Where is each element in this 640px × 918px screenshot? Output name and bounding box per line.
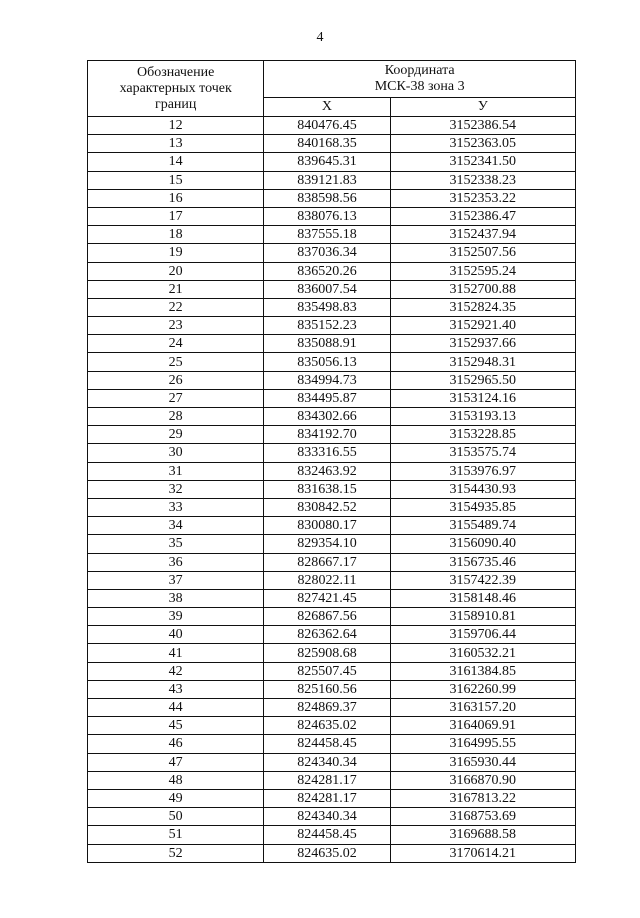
point-cell: 37: [88, 571, 264, 589]
x-coordinate-cell: 824281.17: [264, 789, 390, 807]
table-row: [88, 153, 576, 171]
y-coordinate-cell: 3164069.91: [390, 717, 575, 735]
table-row: [88, 426, 576, 444]
table-row: [88, 626, 576, 644]
y-coordinate-cell: 3152353.22: [390, 189, 575, 207]
point-cell: 27: [88, 389, 264, 407]
y-coordinate-cell: 3169688.58: [390, 826, 575, 844]
y-coordinate-cell: 3161384.85: [390, 662, 575, 680]
header-y: У: [390, 98, 575, 117]
point-cell: 15: [88, 171, 264, 189]
x-coordinate-cell: 838598.56: [264, 189, 390, 207]
x-coordinate-cell: 834994.73: [264, 371, 390, 389]
point-cell: 46: [88, 735, 264, 753]
x-coordinate-cell: 825908.68: [264, 644, 390, 662]
table-body: [88, 117, 576, 863]
x-coordinate-cell: 824340.34: [264, 753, 390, 771]
coordinates-table: [87, 60, 576, 863]
point-cell: 24: [88, 335, 264, 353]
point-cell: 43: [88, 680, 264, 698]
x-coordinate-cell: 830080.17: [264, 517, 390, 535]
y-coordinate-cell: 3154935.85: [390, 498, 575, 516]
point-cell: 14: [88, 153, 264, 171]
table-row: [88, 680, 576, 698]
point-cell: 51: [88, 826, 264, 844]
x-coordinate-cell: 837555.18: [264, 226, 390, 244]
table-row: [88, 571, 576, 589]
x-coordinate-cell: 835056.13: [264, 353, 390, 371]
x-coordinate-cell: 825160.56: [264, 680, 390, 698]
header-point-line-3: границ: [154, 96, 197, 112]
y-coordinate-cell: 3170614.21: [390, 844, 575, 862]
point-cell: 49: [88, 789, 264, 807]
y-coordinate-cell: 3160532.21: [390, 644, 575, 662]
x-coordinate-cell: 835152.23: [264, 317, 390, 335]
point-cell: 25: [88, 353, 264, 371]
table-row: [88, 262, 576, 280]
y-coordinate-cell: 3152948.31: [390, 353, 575, 371]
y-coordinate-cell: 3164995.55: [390, 735, 575, 753]
point-cell: 22: [88, 298, 264, 316]
table-row: [88, 317, 576, 335]
table-row: [88, 135, 576, 153]
x-coordinate-cell: 824458.45: [264, 826, 390, 844]
point-cell: 47: [88, 753, 264, 771]
table-row: [88, 498, 576, 516]
table-row: [88, 480, 576, 498]
table-row: [88, 189, 576, 207]
header-point-line-1: Обозначение: [136, 64, 215, 80]
table-row: [88, 662, 576, 680]
x-coordinate-cell: 840476.45: [264, 117, 390, 135]
y-coordinate-cell: 3153575.74: [390, 444, 575, 462]
table-row: [88, 280, 576, 298]
point-cell: 19: [88, 244, 264, 262]
x-coordinate-cell: 828667.17: [264, 553, 390, 571]
point-cell: 44: [88, 699, 264, 717]
x-coordinate-cell: 834302.66: [264, 408, 390, 426]
y-coordinate-cell: 3152921.40: [390, 317, 575, 335]
y-coordinate-cell: 3152507.56: [390, 244, 575, 262]
x-coordinate-cell: 826362.64: [264, 626, 390, 644]
y-coordinate-cell: 3152965.50: [390, 371, 575, 389]
x-coordinate-cell: 824869.37: [264, 699, 390, 717]
point-cell: 32: [88, 480, 264, 498]
table-row: [88, 589, 576, 607]
table-row: [88, 171, 576, 189]
y-coordinate-cell: 3158910.81: [390, 608, 575, 626]
x-coordinate-cell: 824340.34: [264, 808, 390, 826]
point-cell: 36: [88, 553, 264, 571]
table-row: [88, 771, 576, 789]
y-coordinate-cell: 3168753.69: [390, 808, 575, 826]
x-coordinate-cell: 833316.55: [264, 444, 390, 462]
point-cell: 30: [88, 444, 264, 462]
point-cell: 50: [88, 808, 264, 826]
point-cell: 48: [88, 771, 264, 789]
y-coordinate-cell: 3157422.39: [390, 571, 575, 589]
point-cell: 39: [88, 608, 264, 626]
table-row: [88, 699, 576, 717]
point-cell: 16: [88, 189, 264, 207]
y-coordinate-cell: 3152341.50: [390, 153, 575, 171]
point-cell: 29: [88, 426, 264, 444]
x-coordinate-cell: 837036.34: [264, 244, 390, 262]
y-coordinate-cell: 3156735.46: [390, 553, 575, 571]
x-coordinate-cell: 824281.17: [264, 771, 390, 789]
y-coordinate-cell: 3159706.44: [390, 626, 575, 644]
table-row: [88, 644, 576, 662]
table-row: [88, 389, 576, 407]
table-header: [88, 61, 576, 117]
y-coordinate-cell: 3152824.35: [390, 298, 575, 316]
y-coordinate-cell: 3152437.94: [390, 226, 575, 244]
table-row: [88, 753, 576, 771]
table-row: [88, 408, 576, 426]
table-row: [88, 553, 576, 571]
x-coordinate-cell: 839121.83: [264, 171, 390, 189]
header-coordinate-line-2: МСК-38 зона 3: [374, 79, 465, 94]
page-number: 4: [316, 30, 324, 45]
table-row: [88, 371, 576, 389]
point-cell: 45: [88, 717, 264, 735]
y-coordinate-cell: 3158148.46: [390, 589, 575, 607]
x-coordinate-cell: 834192.70: [264, 426, 390, 444]
y-coordinate-cell: 3153228.85: [390, 426, 575, 444]
x-coordinate-cell: 825507.45: [264, 662, 390, 680]
point-cell: 17: [88, 207, 264, 225]
table-row: [88, 844, 576, 862]
x-coordinate-cell: 828022.11: [264, 571, 390, 589]
x-coordinate-cell: 834495.87: [264, 389, 390, 407]
point-cell: 33: [88, 498, 264, 516]
y-coordinate-cell: 3162260.99: [390, 680, 575, 698]
y-coordinate-cell: 3165930.44: [390, 753, 575, 771]
header-x: Х: [264, 98, 390, 117]
y-coordinate-cell: 3167813.22: [390, 789, 575, 807]
x-coordinate-cell: 824635.02: [264, 844, 390, 862]
point-cell: 40: [88, 626, 264, 644]
table-row: [88, 298, 576, 316]
x-coordinate-cell: 829354.10: [264, 535, 390, 553]
point-cell: 35: [88, 535, 264, 553]
y-coordinate-cell: 3152338.23: [390, 171, 575, 189]
x-coordinate-cell: 840168.35: [264, 135, 390, 153]
point-cell: 41: [88, 644, 264, 662]
y-coordinate-cell: 3153193.13: [390, 408, 575, 426]
x-coordinate-cell: 832463.92: [264, 462, 390, 480]
table-row: [88, 808, 576, 826]
x-coordinate-cell: 835498.83: [264, 298, 390, 316]
y-coordinate-cell: 3153124.16: [390, 389, 575, 407]
table-row: [88, 717, 576, 735]
table-row: [88, 226, 576, 244]
point-cell: 12: [88, 117, 264, 135]
point-cell: 42: [88, 662, 264, 680]
table-row: [88, 353, 576, 371]
x-coordinate-cell: 836007.54: [264, 280, 390, 298]
point-cell: 13: [88, 135, 264, 153]
point-cell: 18: [88, 226, 264, 244]
point-cell: 34: [88, 517, 264, 535]
y-coordinate-cell: 3152363.05: [390, 135, 575, 153]
point-cell: 38: [88, 589, 264, 607]
table-row: [88, 444, 576, 462]
y-coordinate-cell: 3152700.88: [390, 280, 575, 298]
table-row: [88, 735, 576, 753]
x-coordinate-cell: 836520.26: [264, 262, 390, 280]
x-coordinate-cell: 827421.45: [264, 589, 390, 607]
point-cell: 21: [88, 280, 264, 298]
point-cell: 23: [88, 317, 264, 335]
x-coordinate-cell: 831638.15: [264, 480, 390, 498]
table-row: [88, 335, 576, 353]
point-cell: 26: [88, 371, 264, 389]
y-coordinate-cell: 3152386.47: [390, 207, 575, 225]
point-cell: 31: [88, 462, 264, 480]
y-coordinate-cell: 3152595.24: [390, 262, 575, 280]
x-coordinate-cell: 824458.45: [264, 735, 390, 753]
y-coordinate-cell: 3153976.97: [390, 462, 575, 480]
header-coordinate: [264, 61, 576, 98]
header-point-line-2: характерных точек: [119, 80, 232, 96]
point-cell: 52: [88, 844, 264, 862]
header-point-designation: [88, 61, 264, 117]
x-coordinate-cell: 824635.02: [264, 717, 390, 735]
x-coordinate-cell: 830842.52: [264, 498, 390, 516]
table-row: [88, 517, 576, 535]
y-coordinate-cell: 3152386.54: [390, 117, 575, 135]
table-row: [88, 826, 576, 844]
y-coordinate-cell: 3154430.93: [390, 480, 575, 498]
table-row: [88, 608, 576, 626]
point-cell: 20: [88, 262, 264, 280]
point-cell: 28: [88, 408, 264, 426]
y-coordinate-cell: 3156090.40: [390, 535, 575, 553]
table-row: [88, 117, 576, 135]
table-row: [88, 244, 576, 262]
y-coordinate-cell: 3152937.66: [390, 335, 575, 353]
table-row: [88, 462, 576, 480]
header-coordinate-line-1: Координата: [384, 63, 455, 78]
x-coordinate-cell: 835088.91: [264, 335, 390, 353]
table-row: [88, 789, 576, 807]
table-row: [88, 535, 576, 553]
y-coordinate-cell: 3155489.74: [390, 517, 575, 535]
y-coordinate-cell: 3163157.20: [390, 699, 575, 717]
x-coordinate-cell: 838076.13: [264, 207, 390, 225]
x-coordinate-cell: 839645.31: [264, 153, 390, 171]
y-coordinate-cell: 3166870.90: [390, 771, 575, 789]
table-row: [88, 207, 576, 225]
x-coordinate-cell: 826867.56: [264, 608, 390, 626]
